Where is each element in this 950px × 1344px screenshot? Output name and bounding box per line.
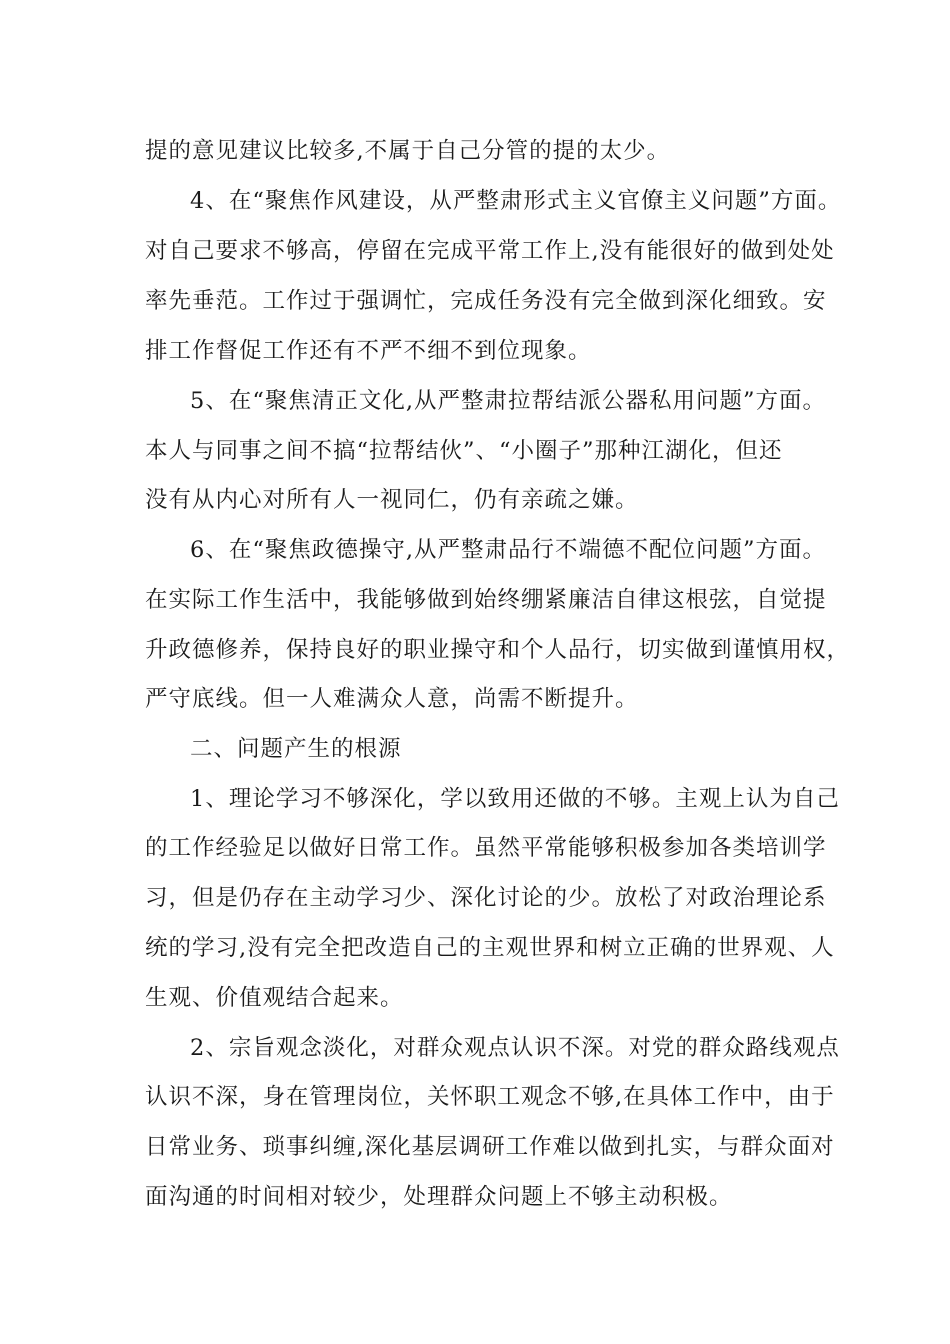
text-line: 日常业务、琐事纠缠,深化基层调研工作难以做到扎实，与群众面对 xyxy=(145,1134,835,1160)
text-line: 对自己要求不够高，停留在完成平常工作上,没有能很好的做到处处 xyxy=(145,238,835,264)
text-line: 统的学习,没有完全把改造自己的主观世界和树立正确的世界观、人 xyxy=(145,935,835,961)
text-line: 提的意见建议比较多,不属于自己分管的提的太少。 xyxy=(145,138,671,164)
text-line: 在实际工作生活中，我能够做到始终绷紧廉洁自律这根弦，自觉提 xyxy=(145,587,827,613)
text-line: 4、在“聚焦作风建设，从严整肃形式主义官僚主义问题”方面。 xyxy=(190,188,842,214)
text-line: 升政德修养，保持良好的职业操守和个人品行，切实做到谨慎用权， xyxy=(145,637,851,663)
text-line: 2、宗旨观念淡化，对群众观点认识不深。对党的群众路线观点 xyxy=(190,1035,840,1061)
text-line: 认识不深，身在管理岗位，关怀职工观念不够,在具体工作中，由于 xyxy=(145,1084,835,1110)
text-line: 5、在“聚焦清正文化,从严整肃拉帮结派公器私用问题”方面。 xyxy=(190,388,826,414)
text-line: 严守底线。但一人难满众人意，尚需不断提升。 xyxy=(145,686,639,712)
text-line: 的工作经验足以做好日常工作。虽然平常能够积极参加各类培训学 xyxy=(145,835,827,861)
text-line: 率先垂范。工作过于强调忙，完成任务没有完全做到深化细致。安 xyxy=(145,288,827,314)
text-line: 6、在“聚焦政德操守,从严整肃品行不端德不配位问题”方面。 xyxy=(190,537,826,563)
text-line: 1、理论学习不够深化，学以致用还做的不够。主观上认为自己 xyxy=(190,786,840,812)
text-line: 面沟通的时间相对较少，处理群众问题上不够主动积极。 xyxy=(145,1184,733,1210)
section-heading: 二、问题产生的根源 xyxy=(190,736,402,762)
text-line: 排工作督促工作还有不严不细不到位现象。 xyxy=(145,338,592,364)
text-line: 没有从内心对所有人一视同仁，仍有亲疏之嫌。 xyxy=(145,487,639,513)
text-line: 本人与同事之间不搞“拉帮结伙”、“小圈子”那种江湖化，但还 xyxy=(145,438,783,464)
text-line: 习，但是仍存在主动学习少、深化讨论的少。放松了对政治理论系 xyxy=(145,885,827,911)
text-line: 生观、价值观结合起来。 xyxy=(145,985,404,1011)
